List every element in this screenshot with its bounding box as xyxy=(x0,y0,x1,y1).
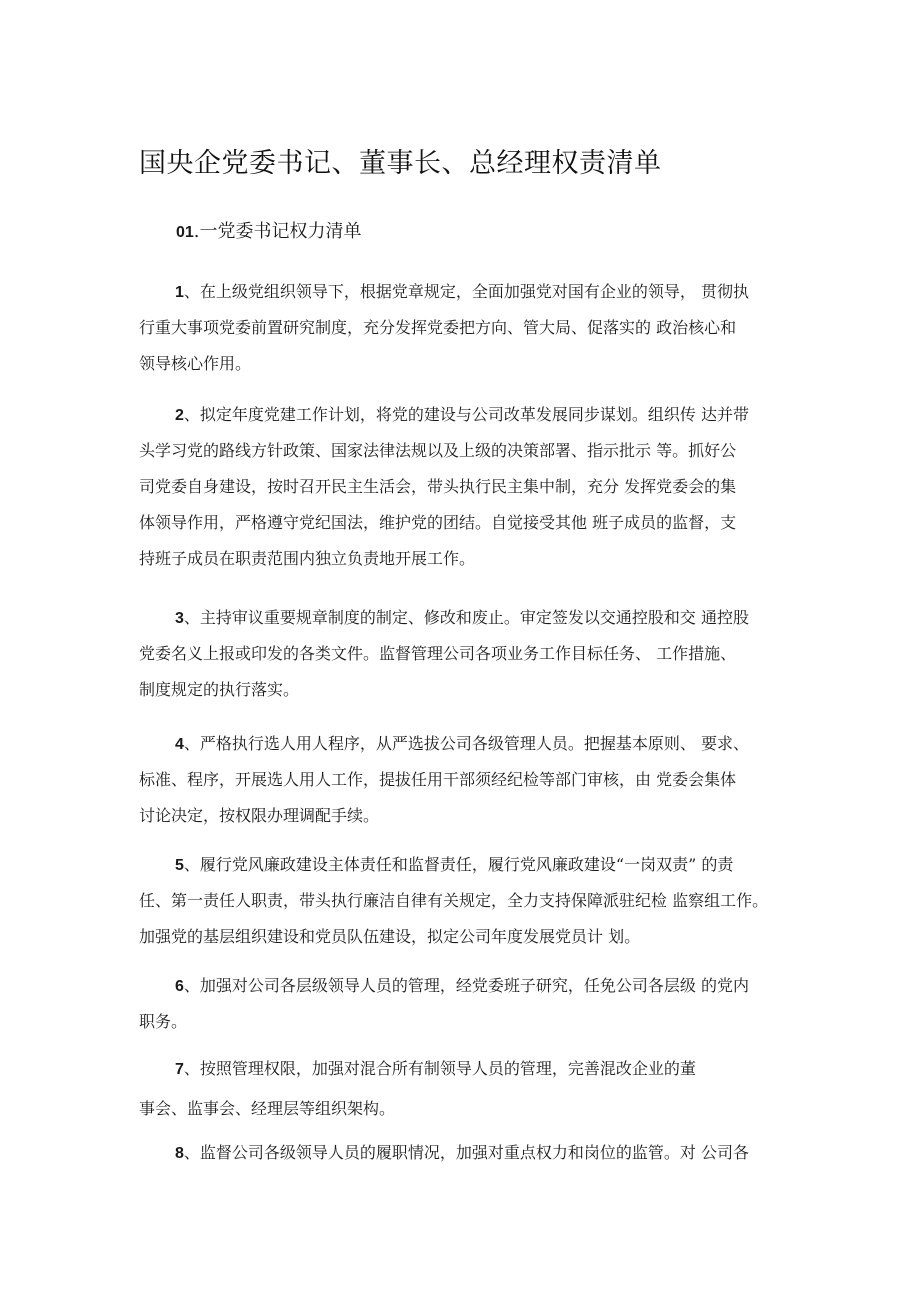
line-text: 、履行党风廉政建设主体责任和监督责任，履行党风廉政建设“一岗双责” 的责 xyxy=(183,855,734,874)
section-heading xyxy=(176,217,362,243)
paragraph-8 xyxy=(139,1135,789,1171)
section-number: 01 xyxy=(176,224,194,241)
paragraph-number: 8 xyxy=(175,1145,184,1162)
paragraph-6 xyxy=(139,968,789,1040)
paragraph-line: 制度规定的执行落实。 xyxy=(139,680,300,699)
paragraph-1 xyxy=(139,274,789,382)
line-text: 、主持审议重要规章制度的制定、修改和废止。审定签发以交通控股和交 通控股 xyxy=(183,608,749,627)
paragraph-line: 任、第一责任人职责，带头执行廉洁自律有关规定，全力支持保障派驻纪检 监察组工作。 xyxy=(139,891,769,910)
paragraph-line xyxy=(139,274,789,310)
paragraph-5 xyxy=(139,847,789,955)
document-title: 国央企党委书记、董事长、总经理权责清单 xyxy=(139,148,662,179)
paragraph-number: 1 xyxy=(175,284,184,301)
paragraph-number: 3 xyxy=(175,610,184,627)
paragraph-line xyxy=(139,968,789,1004)
paragraph-line: 行重大事项党委前置研究制度，充分发挥党委把方向、管大局、促落实的 政治核心和 xyxy=(139,318,737,337)
paragraph-line: 党委名义上报或印发的各类文件。监督管理公司各项业务工作目标任务、 工作措施、 xyxy=(139,644,737,663)
paragraph-line: 司党委自身建设，按时召开民主生活会，带头执行民主集中制，充分 发挥党委会的集 xyxy=(139,477,737,496)
paragraph-line: 领导核心作用。 xyxy=(139,354,252,373)
paragraph-line xyxy=(139,1135,789,1171)
paragraph-line xyxy=(139,847,789,883)
line-text: 、严格执行选人用人程序，从严选拔公司各级管理人员。把握基本原则、 要求、 xyxy=(183,734,749,753)
paragraph-line: 加强党的基层组织建设和党员队伍建设，拟定公司年度发展党员计 划。 xyxy=(139,927,641,946)
paragraph-number: 5 xyxy=(175,857,184,874)
paragraph-line: 体领导作用，严格遵守党纪国法，维护党的团结。自觉接受其他 班子成员的监督，支 xyxy=(139,513,737,532)
paragraph-line xyxy=(139,600,789,636)
paragraph-number: 6 xyxy=(175,978,184,995)
paragraph-line: 职务。 xyxy=(139,1012,188,1031)
paragraph-line: 头学习党的路线方针政策、国家法律法规以及上级的决策部署、指示批示 等。抓好公 xyxy=(139,441,737,460)
paragraph-number: 2 xyxy=(175,407,184,424)
paragraph-line: 标准、程序，开展选人用人工作，提拔任用干部须经纪检等部门审核，由 党委会集体 xyxy=(139,770,737,789)
paragraph-line xyxy=(139,726,789,762)
paragraph-number: 4 xyxy=(175,736,184,753)
line-text: 、加强对公司各层级领导人员的管理，经党委班子研究，任免公司各层级 的党内 xyxy=(183,976,749,995)
paragraph-3 xyxy=(139,600,789,708)
line-text: 、在上级党组织领导下，根据党章规定，全面加强党对国有企业的领导， 贯彻执 xyxy=(183,282,749,301)
section-heading-text: .一党委书记权力清单 xyxy=(193,221,362,242)
paragraph-line: 事会、监事会、经理层等组织架构。 xyxy=(139,1099,396,1118)
paragraph-7 xyxy=(139,1051,789,1127)
paragraph-number: 7 xyxy=(175,1061,184,1078)
line-text: 、拟定年度党建工作计划，将党的建设与公司改革发展同步谋划。组织传 达并带 xyxy=(183,405,749,424)
paragraph-4 xyxy=(139,726,789,834)
paragraph-2 xyxy=(139,397,789,577)
line-text: 、监督公司各级领导人员的履职情况，加强对重点权力和岗位的监管。对 公司各 xyxy=(183,1143,749,1162)
paragraph-line xyxy=(139,1051,789,1087)
paragraph-line xyxy=(139,397,789,433)
paragraph-line: 讨论决定，按权限办理调配手续。 xyxy=(139,806,380,825)
line-text: 、按照管理权限，加强对混合所有制领导人员的管理，完善混改企业的董 xyxy=(183,1059,696,1078)
paragraph-line: 持班子成员在职责范围内独立负责地开展工作。 xyxy=(139,549,476,568)
